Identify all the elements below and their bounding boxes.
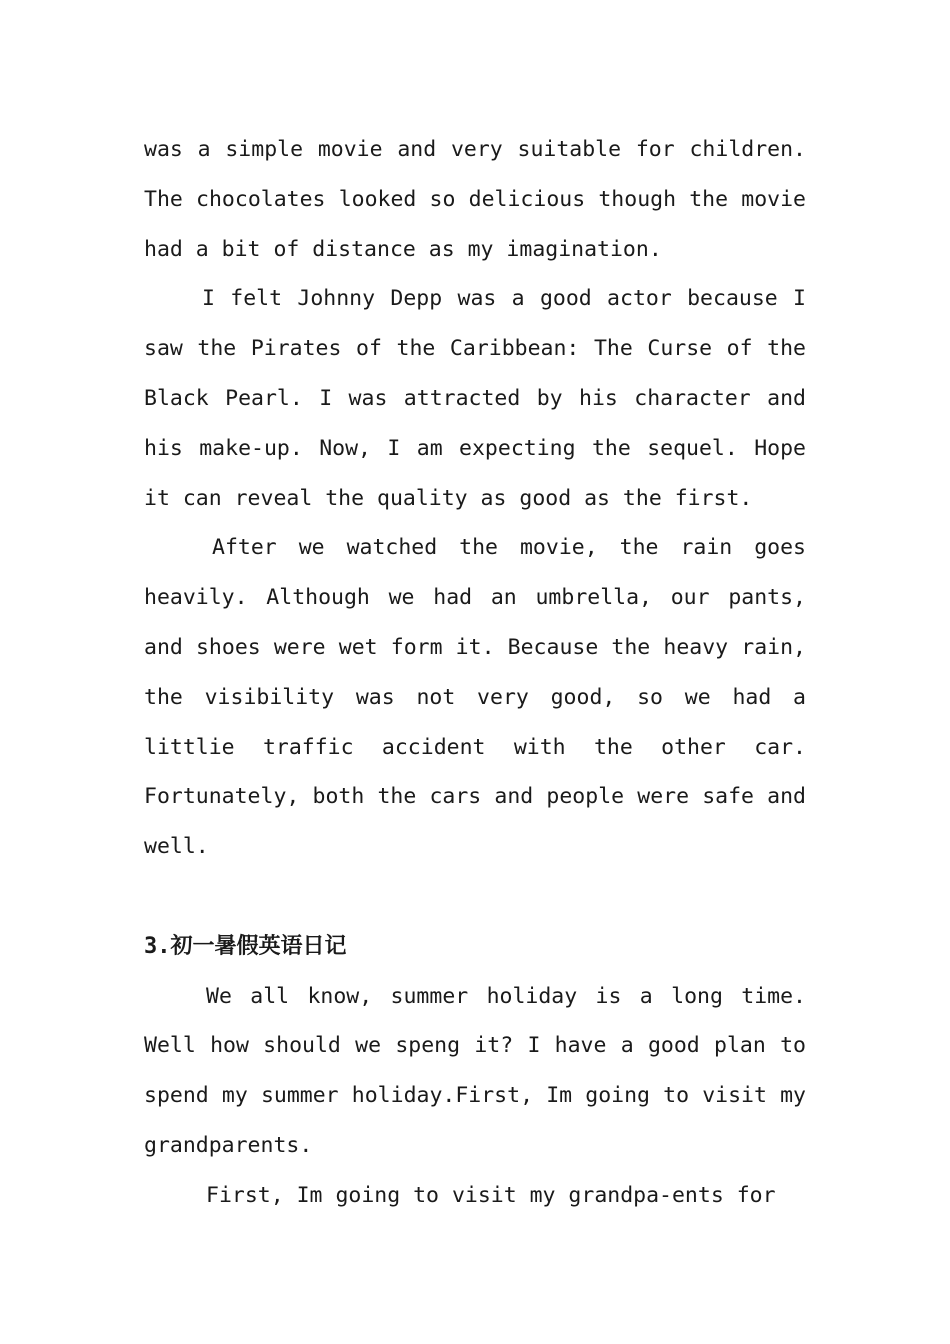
paragraph-movie-summary: was a simple movie and very suitable for children. The chocolates looked so delicious though the movie had a bit of distance as my imagination. bbox=[144, 137, 806, 262]
paragraph-johnny-depp: I felt Johnny Depp was a good actor because I saw the Pirates of the Caribbean: The Curse of the Black Pearl. I was attracted by his character and his make-up. Now, I am expecting the sequel. Hope it can reveal the quality as good as the first. bbox=[144, 286, 806, 511]
document-body bbox=[144, 125, 806, 1221]
paragraph-visit-grandparents: First, Im going to visit my grandpa-ents for bbox=[206, 1182, 776, 1208]
paragraph-rain-accident: After we watched the movie, the rain goes heavily. Although we had an umbrella, our pants, and shoes were wet form it. Because the heavy rain, the visibility was not very good, so we had a littlie traffic accident with the other car. Fortunately, both the cars and people were safe and well. bbox=[144, 535, 806, 860]
section-heading: 3.初一暑假英语日记 bbox=[144, 933, 347, 959]
paragraph-summer-plan: We all know, summer holiday is a long time. Well how should we speng it? I have a good plan to spend my summer holiday.First, Im going to visit my grandparents. bbox=[144, 983, 806, 1158]
